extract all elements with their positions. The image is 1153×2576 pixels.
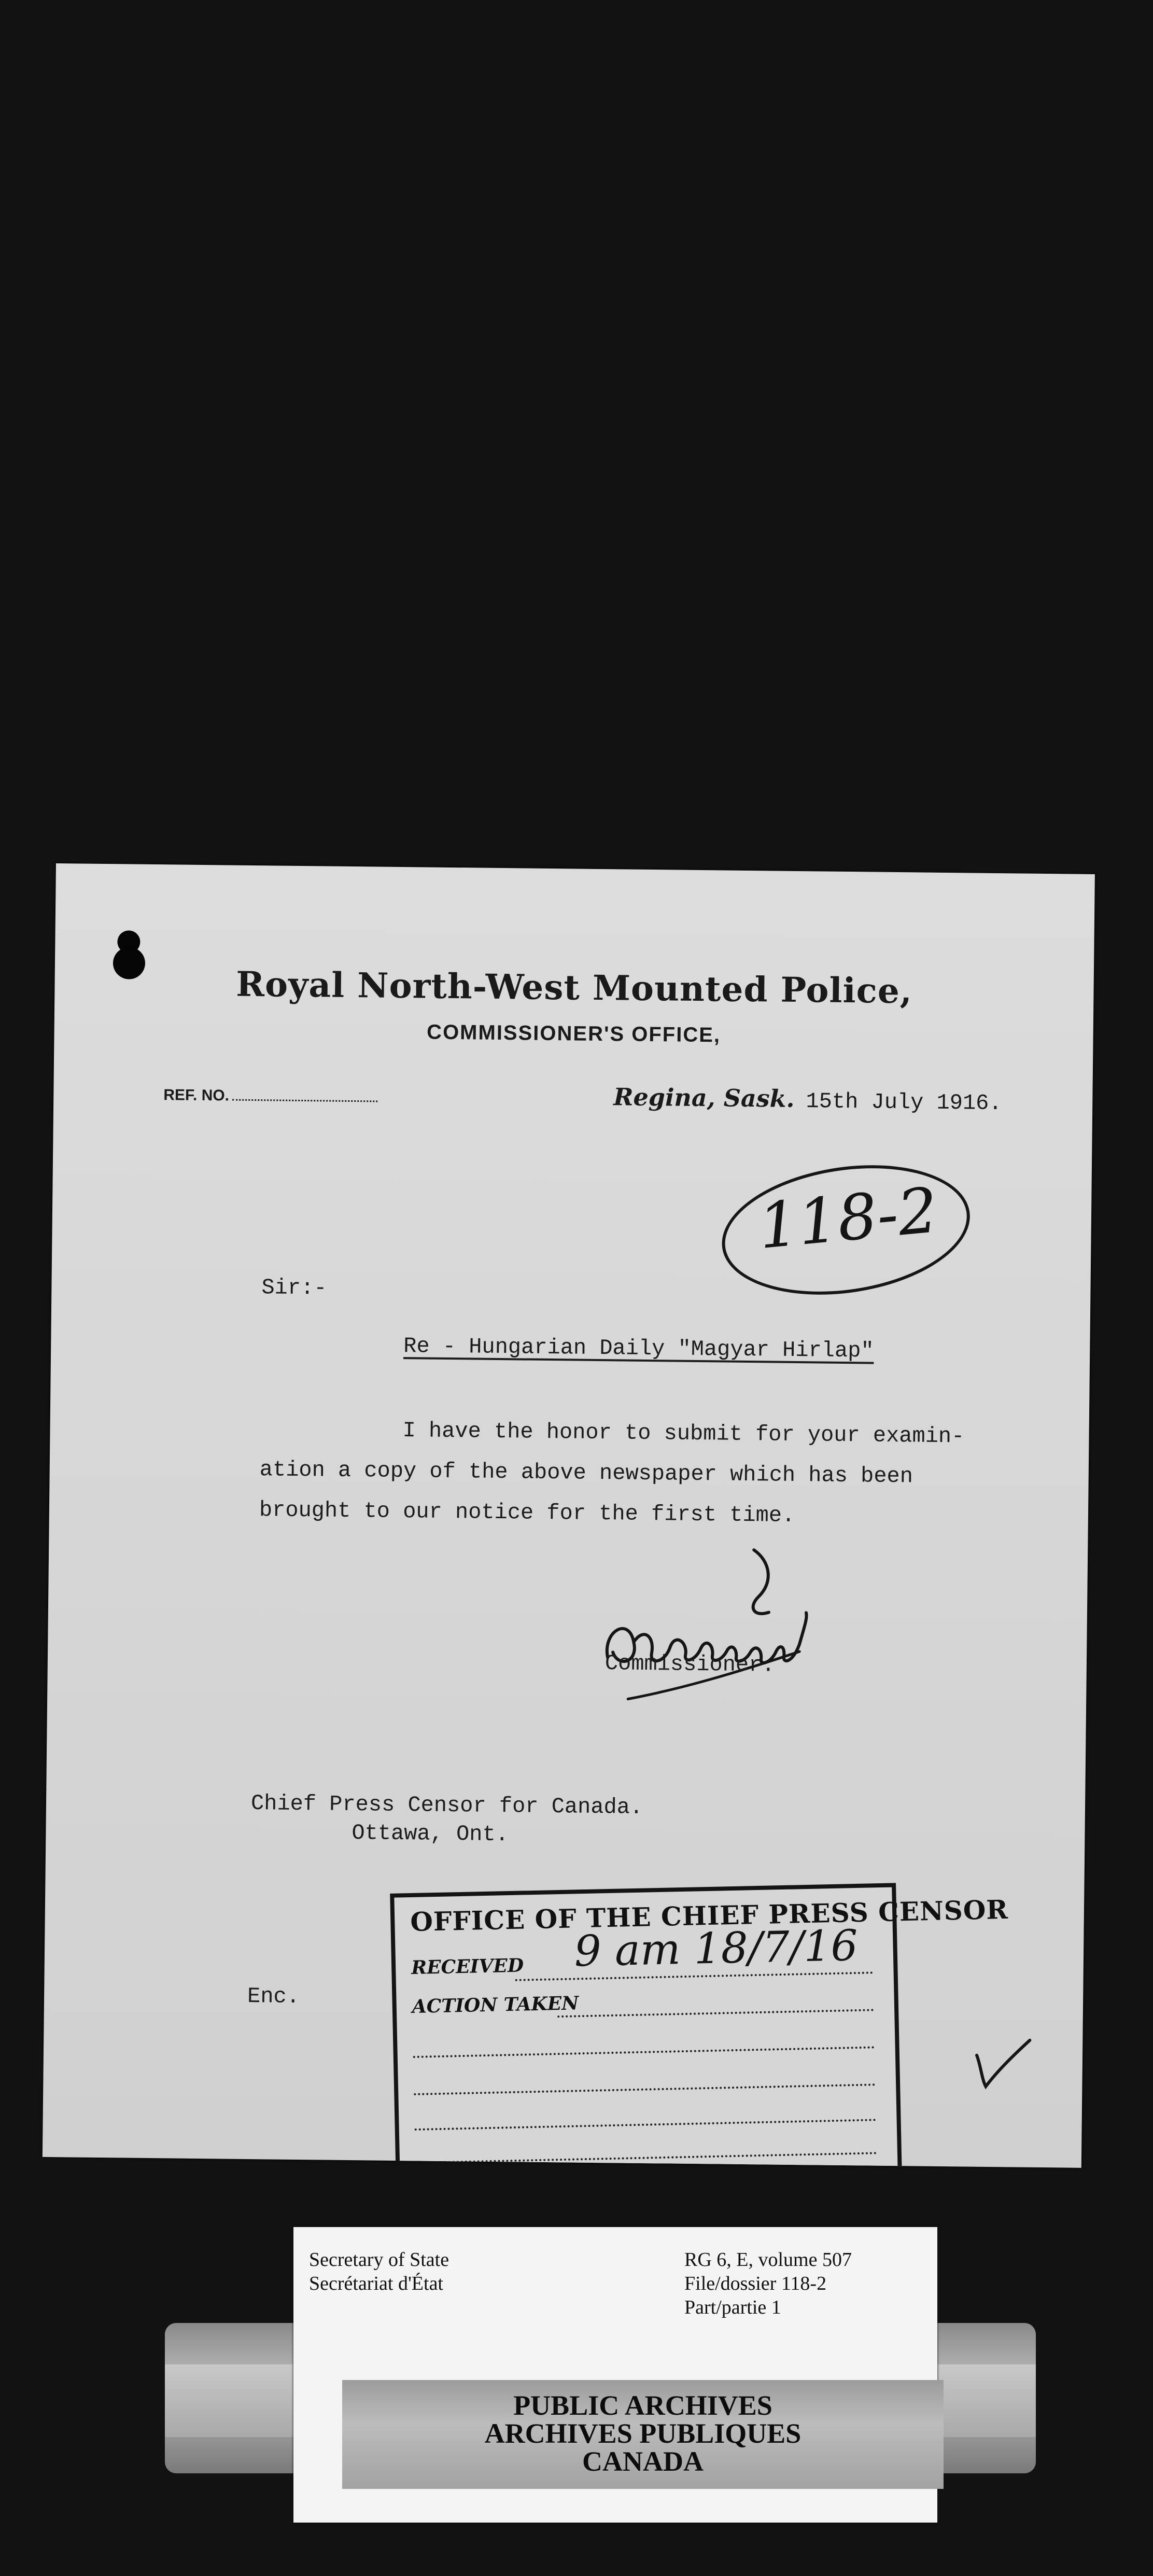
- place-date-line: [613, 1083, 1002, 1116]
- letter-sheet: [43, 863, 1095, 2168]
- signature-title: Commissioner.: [604, 1651, 775, 1678]
- letterhead-subtitle: COMMISSIONER'S OFFICE,: [426, 1020, 721, 1047]
- ref-no-blank-line: [232, 1099, 377, 1102]
- stamp-dotted-line: [414, 2083, 875, 2095]
- received-stamp: [390, 1883, 1009, 2167]
- stamp-dotted-line: [557, 2009, 874, 2018]
- stamp-received-label: RECEIVED: [411, 1954, 524, 1979]
- archives-text-country: CANADA: [582, 2446, 704, 2477]
- addressee-line-1: Chief Press Censor for Canada.: [250, 1791, 643, 1820]
- archive-department-en: Secretary of State: [309, 2249, 449, 2271]
- file-number-handwritten: 118-2: [755, 1174, 941, 1264]
- ref-no-field: [163, 1086, 377, 1106]
- archive-part: Part/partie 1: [684, 2297, 781, 2318]
- stamp-dotted-line: [415, 2119, 876, 2131]
- archive-volume: RG 6, E, volume 507: [684, 2249, 852, 2271]
- body-line-2: ation a copy of the above newspaper which has been: [259, 1457, 913, 1489]
- salutation: Sir:-: [261, 1275, 327, 1301]
- body-line-3: brought to our notice for the first time.: [259, 1497, 795, 1528]
- enclosure-note: Enc.: [247, 1983, 300, 2010]
- stamp-received-value: 9 am 18/7/16: [573, 1921, 859, 1977]
- stamp-title: OFFICE OF THE CHIEF PRESS CENSOR: [410, 1894, 1009, 1938]
- stamp-dotted-line: [415, 2152, 877, 2164]
- ref-no-label: REF. NO.: [163, 1086, 230, 1104]
- archive-file: File/dossier 118-2: [684, 2273, 827, 2294]
- archives-text-en: PUBLIC ARCHIVES: [513, 2390, 772, 2421]
- commissioner-signature: [597, 1538, 826, 1712]
- archive-department-fr: Secrétariat d'État: [309, 2273, 443, 2294]
- subject-line: Re - Hungarian Daily "Magyar Hirlap": [403, 1334, 874, 1364]
- place: Regina, Sask.: [613, 1083, 795, 1113]
- body-line-1: I have the honor to submit for your examin-: [402, 1418, 965, 1449]
- stamp-dotted-line: [413, 2046, 875, 2058]
- addressee-line-2: Ottawa, Ont.: [351, 1821, 509, 1847]
- archive-label-left: [309, 2248, 449, 2295]
- letterhead-title: Royal North-West Mounted Police,: [235, 963, 913, 1012]
- archives-text-fr: ARCHIVES PUBLIQUES: [484, 2418, 802, 2449]
- check-mark-icon: [971, 2035, 1034, 2092]
- stamp-action-label: ACTION TAKEN: [412, 1992, 579, 2018]
- date: 15th July 1916.: [806, 1089, 1002, 1116]
- public-archives-strip: [342, 2380, 944, 2489]
- archive-label-right: [684, 2248, 852, 2319]
